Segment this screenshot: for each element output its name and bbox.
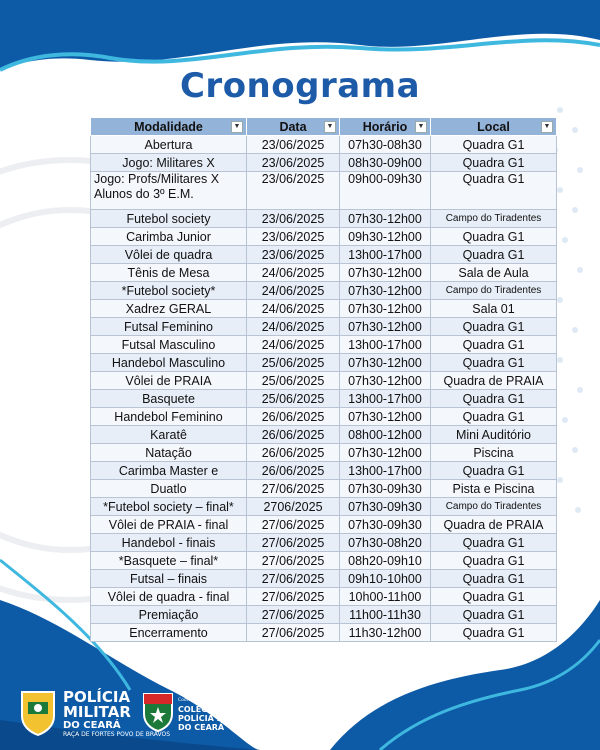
table-row (91, 372, 557, 390)
cell-local: Quadra G1 (431, 624, 557, 642)
table-row (91, 408, 557, 426)
cell-data: 27/06/2025 (247, 480, 340, 498)
colegio-shield-icon (142, 692, 174, 732)
cell-local: Quadra G1 (431, 336, 557, 354)
cell-data: 24/06/2025 (247, 300, 340, 318)
cell-horario: 07h30-12h00 (340, 318, 431, 336)
cell-horario: 11h00-11h30 (340, 606, 431, 624)
table-row (91, 624, 557, 642)
cell-local: Campo do Tiradentes (431, 498, 557, 516)
cell-local: Piscina (431, 444, 557, 462)
cell-data: 23/06/2025 (247, 228, 340, 246)
cell-data: 24/06/2025 (247, 336, 340, 354)
cell-horario: 07h30-09h30 (340, 498, 431, 516)
schedule-table (90, 117, 557, 642)
cell-data: 27/06/2025 (247, 588, 340, 606)
cell-horario: 08h30-09h00 (340, 154, 431, 172)
cell-horario: 07h30-12h00 (340, 264, 431, 282)
cell-modalidade: Vôlei de quadra (91, 246, 247, 264)
cell-data: 27/06/2025 (247, 606, 340, 624)
table-row (91, 172, 557, 210)
table-row (91, 246, 557, 264)
cell-modalidade: Carimba Master e (91, 462, 247, 480)
cell-data: 26/06/2025 (247, 444, 340, 462)
cell-modalidade: *Futebol society* (91, 282, 247, 300)
cell-local: Pista e Piscina (431, 480, 557, 498)
cell-local: Quadra G1 (431, 606, 557, 624)
cell-modalidade: Handebol - finais (91, 534, 247, 552)
cell-local: Quadra G1 (431, 154, 557, 172)
cell-local: Quadra G1 (431, 588, 557, 606)
cell-modalidade: Natação (91, 444, 247, 462)
cell-data: 23/06/2025 (247, 154, 340, 172)
cell-data: 2706/2025 (247, 498, 340, 516)
table-row (91, 282, 557, 300)
cell-modalidade: *Futebol society – final* (91, 498, 247, 516)
cell-horario: 07h30-09h30 (340, 480, 431, 498)
pm-logo-text: POLÍCIA MILITAR DO CEARÁ RAÇA DE FORTES POVO DE BRAVOS (63, 688, 170, 738)
header-data[interactable]: Data ▼ (247, 118, 340, 136)
table-row (91, 300, 557, 318)
table-row (91, 516, 557, 534)
cell-horario: 10h00-11h00 (340, 588, 431, 606)
table-row (91, 444, 557, 462)
cell-local: Quadra G1 (431, 228, 557, 246)
cell-local: Sala de Aula (431, 264, 557, 282)
cell-modalidade: Futsal Feminino (91, 318, 247, 336)
cell-modalidade: Tênis de Mesa (91, 264, 247, 282)
cell-local: Campo do Tiradentes (431, 210, 557, 228)
table-row (91, 264, 557, 282)
cell-horario: 07h30-08h20 (340, 534, 431, 552)
filter-dropdown-icon: ▼ (324, 121, 336, 133)
cell-local: Quadra de PRAIA (431, 516, 557, 534)
header-local[interactable]: Local ▼ (431, 118, 557, 136)
cell-modalidade: Vôlei de PRAIA - final (91, 516, 247, 534)
cell-data: 23/06/2025 (247, 136, 340, 154)
cell-local: Quadra de PRAIA (431, 372, 557, 390)
colegio-logo-text: Coordenadoria dos COLÉGIOS DA POLÍCIA MILITAR DO CEARÁ (178, 698, 253, 732)
cell-data: 23/06/2025 (247, 210, 340, 228)
cell-modalidade: Carimba Junior (91, 228, 247, 246)
cell-local: Quadra G1 (431, 354, 557, 372)
table-row (91, 390, 557, 408)
table-row (91, 426, 557, 444)
cell-modalidade: Encerramento (91, 624, 247, 642)
cell-modalidade: Vôlei de PRAIA (91, 372, 247, 390)
cell-local: Sala 01 (431, 300, 557, 318)
cell-modalidade: Vôlei de quadra - final (91, 588, 247, 606)
cell-data: 27/06/2025 (247, 570, 340, 588)
cell-local: Quadra G1 (431, 136, 557, 154)
table-row (91, 480, 557, 498)
cell-horario: 07h30-09h30 (340, 516, 431, 534)
table-row (91, 318, 557, 336)
cell-data: 24/06/2025 (247, 282, 340, 300)
table-row (91, 570, 557, 588)
table-row (91, 210, 557, 228)
cell-horario: 07h30-12h00 (340, 354, 431, 372)
cell-data: 25/06/2025 (247, 372, 340, 390)
table-row (91, 588, 557, 606)
filter-dropdown-icon: ▼ (231, 121, 243, 133)
cell-local: Quadra G1 (431, 390, 557, 408)
filter-dropdown-icon: ▼ (415, 121, 427, 133)
cell-local: Quadra G1 (431, 462, 557, 480)
cell-horario: 13h00-17h00 (340, 462, 431, 480)
cell-modalidade: Abertura (91, 136, 247, 154)
cell-data: 24/06/2025 (247, 264, 340, 282)
cell-local: Quadra G1 (431, 552, 557, 570)
table-header-row (91, 118, 557, 136)
cell-data: 26/06/2025 (247, 426, 340, 444)
cell-data: 23/06/2025 (247, 172, 340, 210)
cell-local: Mini Auditório (431, 426, 557, 444)
cell-local: Quadra G1 (431, 318, 557, 336)
cell-modalidade: Karatê (91, 426, 247, 444)
cell-data: 25/06/2025 (247, 354, 340, 372)
cell-horario: 13h00-17h00 (340, 336, 431, 354)
table-row (91, 136, 557, 154)
cell-horario: 07h30-12h00 (340, 300, 431, 318)
cell-modalidade: Jogo: Militares X (91, 154, 247, 172)
cell-horario: 07h30-08h30 (340, 136, 431, 154)
header-horario[interactable]: Horário ▼ (340, 118, 431, 136)
cell-horario: 11h30-12h00 (340, 624, 431, 642)
page-title: Cronograma (179, 66, 421, 106)
cell-horario: 07h30-12h00 (340, 372, 431, 390)
table-row (91, 462, 557, 480)
cell-local: Campo do Tiradentes (431, 282, 557, 300)
cell-horario: 07h30-12h00 (340, 444, 431, 462)
cell-data: 27/06/2025 (247, 534, 340, 552)
cell-modalidade: *Basquete – final* (91, 552, 247, 570)
cell-local: Quadra G1 (431, 534, 557, 552)
table-row (91, 228, 557, 246)
pm-shield-icon (18, 688, 58, 736)
cell-local: Quadra G1 (431, 408, 557, 426)
cell-data: 27/06/2025 (247, 516, 340, 534)
cell-modalidade: Handebol Feminino (91, 408, 247, 426)
cell-horario: 07h30-12h00 (340, 282, 431, 300)
cell-modalidade: Handebol Masculino (91, 354, 247, 372)
cell-local: Quadra G1 (431, 246, 557, 264)
header-modalidade[interactable]: Modalidade ▼ (91, 118, 247, 136)
cell-local: Quadra G1 (431, 570, 557, 588)
filter-dropdown-icon: ▼ (541, 121, 553, 133)
cell-horario: 08h20-09h10 (340, 552, 431, 570)
table-row (91, 606, 557, 624)
cell-modalidade: Futebol society (91, 210, 247, 228)
cell-horario: 13h00-17h00 (340, 246, 431, 264)
cell-modalidade: Premiação (91, 606, 247, 624)
cell-data: 24/06/2025 (247, 318, 340, 336)
footer-logos (18, 688, 278, 738)
cell-modalidade: Jogo: Profs/Militares X Alunos do 3º E.M. (91, 172, 247, 210)
table-row (91, 354, 557, 372)
cell-horario: 07h30-12h00 (340, 408, 431, 426)
cell-horario: 09h00-09h30 (340, 172, 431, 210)
cell-data: 25/06/2025 (247, 390, 340, 408)
cell-data: 26/06/2025 (247, 408, 340, 426)
cell-modalidade: Basquete (91, 390, 247, 408)
table-row (91, 154, 557, 172)
table-body (91, 136, 557, 642)
cell-horario: 13h00-17h00 (340, 390, 431, 408)
cell-modalidade: Futsal Masculino (91, 336, 247, 354)
cell-horario: 09h30-12h00 (340, 228, 431, 246)
cell-modalidade: Duatlo (91, 480, 247, 498)
cell-data: 27/06/2025 (247, 552, 340, 570)
cell-horario: 08h00-12h00 (340, 426, 431, 444)
cell-data: 26/06/2025 (247, 462, 340, 480)
table-row (91, 552, 557, 570)
cell-horario: 09h10-10h00 (340, 570, 431, 588)
cell-modalidade: Futsal – finais (91, 570, 247, 588)
table-row (91, 534, 557, 552)
cell-data: 27/06/2025 (247, 624, 340, 642)
cell-modalidade: Xadrez GERAL (91, 300, 247, 318)
cell-data: 23/06/2025 (247, 246, 340, 264)
table-row (91, 336, 557, 354)
cell-horario: 07h30-12h00 (340, 210, 431, 228)
table-row (91, 498, 557, 516)
cell-local: Quadra G1 (431, 172, 557, 210)
